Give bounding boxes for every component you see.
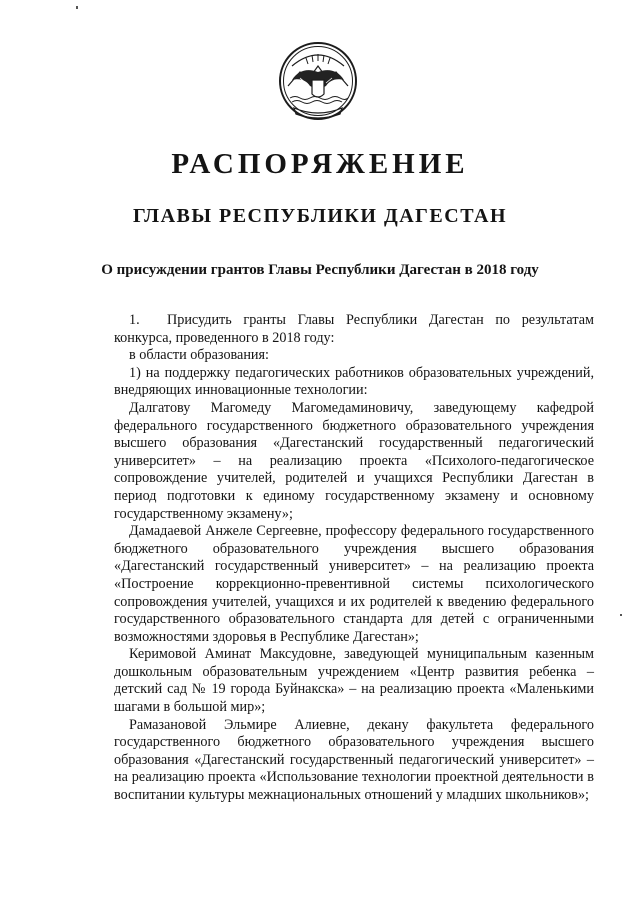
- paragraph: Рамазановой Эльмире Алиевне, декану факультета федерального государственного бюджетного образовательного учреждения высшего образования «Дагестанский государственный педагогический университет» – на реализацию проекта «Использование технологии проектной деятельности в воспитании культуры межнациональных отношений у младших школьников»;: [114, 716, 594, 804]
- paragraph: Керимовой Аминат Максудовне, заведующей муниципальным казенным дошкольным образовательным учреждением «Центр развития ребенка – детский сад № 19 города Буйнакска» – на реализацию проекта «Маленькими шагами в большой мир»;: [114, 646, 594, 716]
- paragraph: 1) на поддержку педагогических работников образовательных учреждений, внедряющих инновационные технологии:: [114, 364, 594, 399]
- document-title: РАСПОРЯЖЕНИЕ: [171, 148, 469, 180]
- item-text: Присудить гранты Главы Республики Дагестан по результатам конкурса, проведенного в 2018 году:: [114, 312, 594, 346]
- paragraph: Дамадаевой Анжеле Сергеевне, профессору федерального государственного бюджетного образовательного учреждения высшего образования «Дагестанский государственный университет» – на реализацию проекта «Построение коррекционно-превентивной системы психологического сопровождения учителей, учащихся и их родителей к введению федерального государственного образовательного стандарта для детей с ограниченными возможностями здоровья в Республике Дагестан»;: [114, 523, 594, 645]
- paragraph-item-1: [114, 312, 594, 347]
- document-subtitle: ГЛАВЫ РЕСПУБЛИКИ ДАГЕСТАН: [132, 205, 508, 227]
- item-number: 1.: [129, 312, 140, 328]
- scan-speck: [76, 6, 78, 9]
- document-body: [114, 312, 594, 805]
- paragraph: в области образования:: [129, 347, 269, 364]
- paragraph: Далгатову Магомеду Магомедаминовичу, заведующему кафедрой федерального государственного бюджетного образовательного учреждения высшего образования «Дагестанский государственный педагогический университет» – на реализацию проекта «Психолого-педагогическое сопровождение учителей, родителей и учащихся Республики Дагестан в период подготовки к единому государственному экзамену и основному государственному экзамену»;: [114, 399, 594, 522]
- coat-of-arms-icon: [272, 40, 364, 122]
- scan-speck: [620, 614, 622, 616]
- document-heading: О присуждении грантов Главы Республики Дагестан в 2018 году: [101, 262, 539, 278]
